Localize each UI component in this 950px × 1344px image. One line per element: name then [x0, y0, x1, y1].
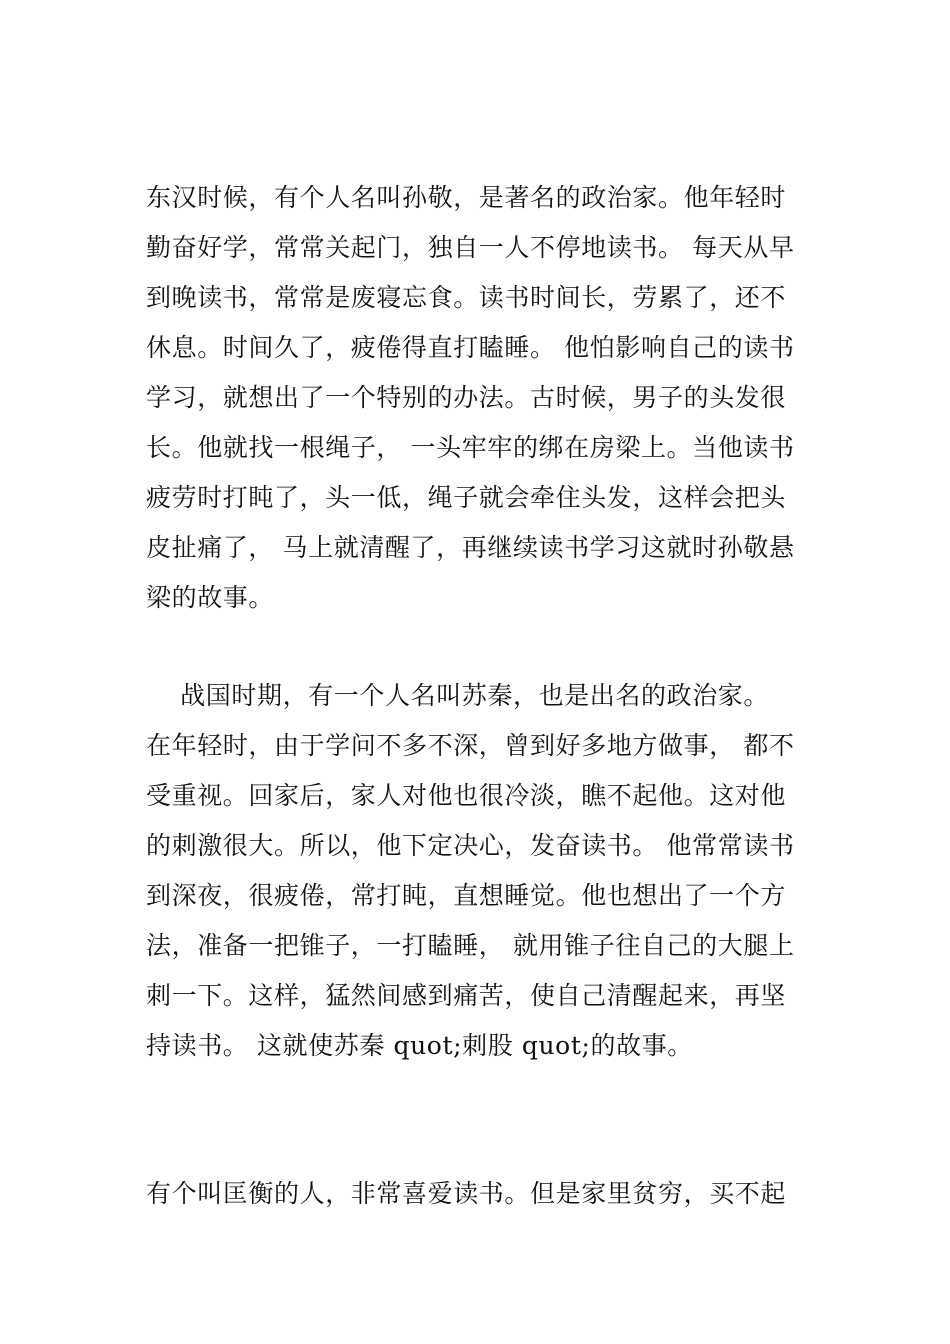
- text-line: 有个叫匡衡的人，非常喜爱读书。但是家里贫穷，买不起: [146, 1179, 787, 1208]
- text-line: 勤奋好学，常常关起门，独自一人不停地读书。 每天从早: [146, 233, 795, 262]
- text-line: 到深夜，很疲倦，常打盹，直想睡觉。他也想出了一个方: [146, 881, 787, 910]
- text-line: 受重视。回家后，家人对他也很冷淡，瞧不起他。这对他: [146, 781, 787, 810]
- text-line: 法，准备一把锥子，一打瞌睡， 就用锥子往自己的大腿上: [146, 931, 795, 960]
- text-line: 休息。时间久了，疲倦得直打瞌睡。 他怕影响自己的读书: [146, 333, 795, 362]
- text-line: 皮扯痛了， 马上就清醒了，再继续读书学习这就时孙敬悬: [146, 533, 795, 562]
- text-line: 学习，就想出了一个特别的办法。古时候，男子的头发很: [146, 383, 787, 412]
- text-line: 长。他就找一根绳子， 一头牢牢的绑在房梁上。当他读书: [146, 433, 795, 462]
- text-line: 东汉时候，有个人名叫孙敬，是著名的政治家。他年轻时: [146, 183, 787, 212]
- text-line: 到晚读书，常常是废寝忘食。读书时间长，劳累了，还不: [146, 283, 787, 312]
- text-line: 疲劳时打盹了，头一低，绳子就会牵住头发，这样会把头: [146, 483, 787, 512]
- text-line: 持读书。 这就使苏秦 quot;刺股 quot;的故事。: [146, 1031, 693, 1060]
- text-line: 梁的故事。: [146, 583, 275, 612]
- text-line: 的刺激很大。所以，他下定决心，发奋读书。 他常常读书: [146, 831, 795, 860]
- text-line: 在年轻时，由于学问不多不深，曾到好多地方做事， 都不: [146, 731, 795, 760]
- text-line: 刺一下。这样，猛然间感到痛苦，使自己清醒起来，再坚: [146, 981, 787, 1010]
- text-line: 战国时期，有一个人名叫苏秦，也是出名的政治家。: [146, 681, 769, 710]
